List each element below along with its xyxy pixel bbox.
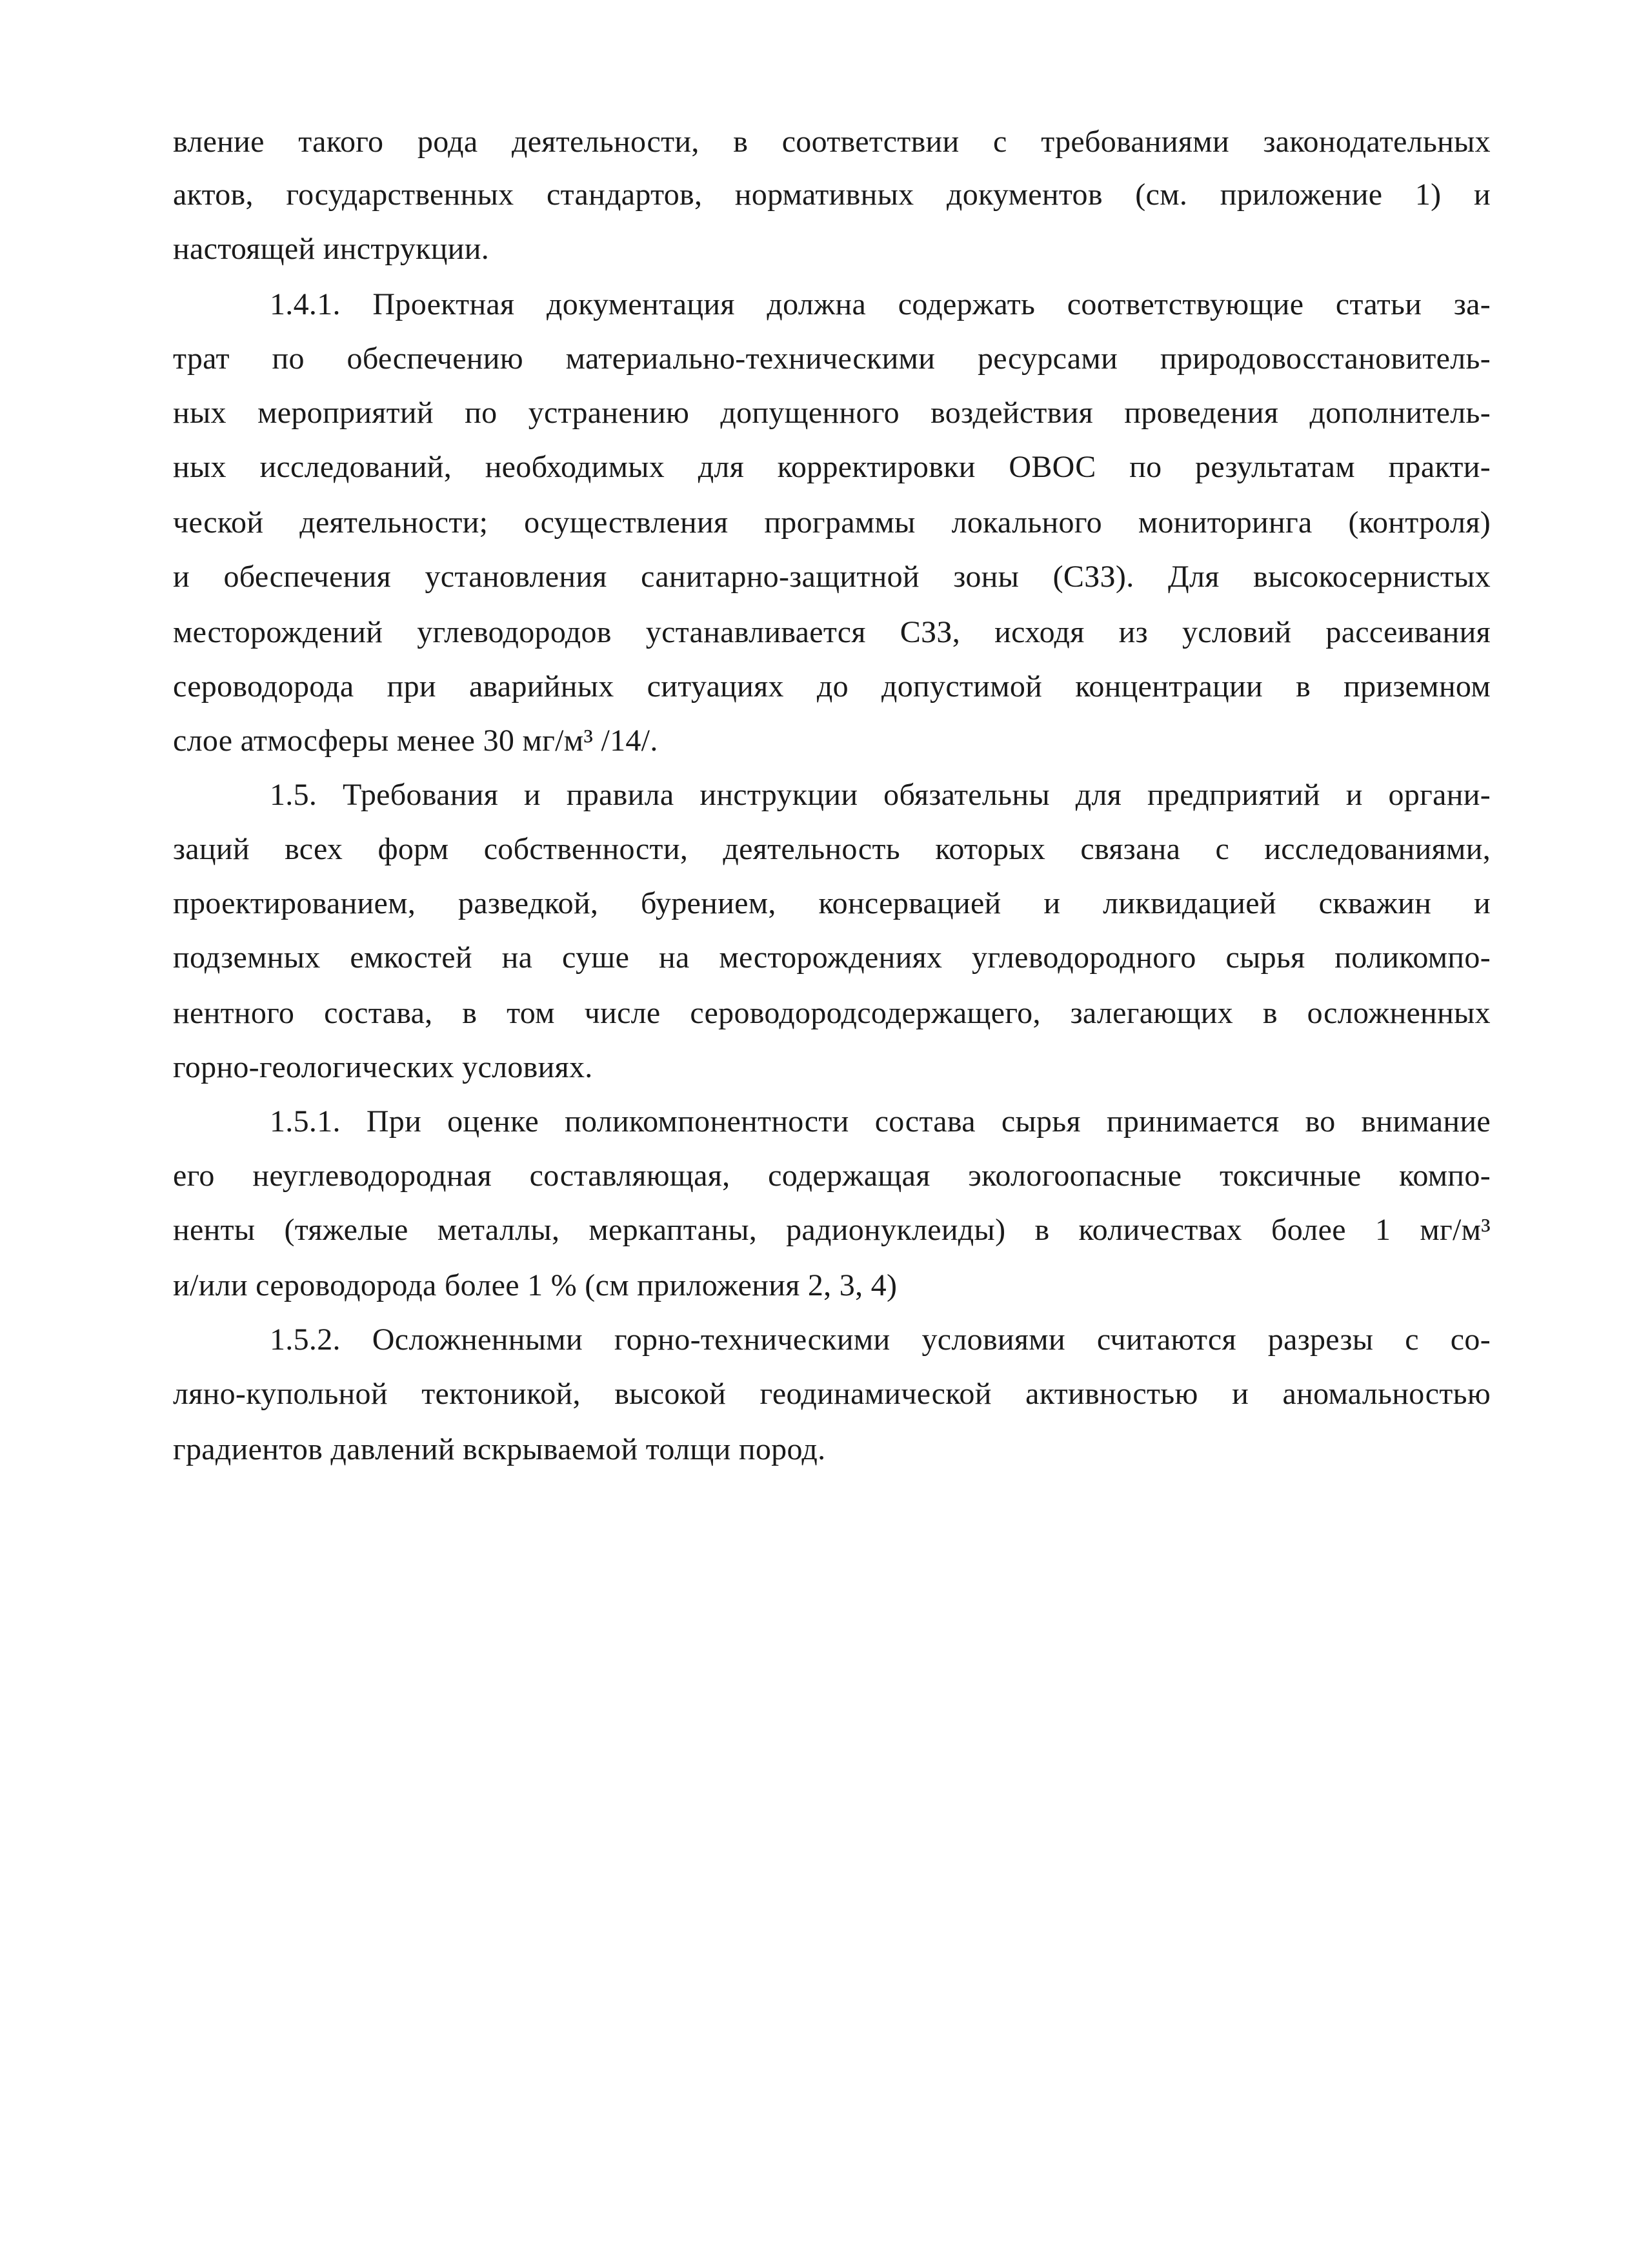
- paragraph-1-4-1-line-9: слое атмосферы менее 30 мг/м³ /14/.: [173, 724, 658, 758]
- paragraph-1-5-line-6: горно-геологических условиях.: [173, 1050, 593, 1084]
- paragraph-1-5-2-line-3: градиентов давлений вскрываемой толщи пород.: [173, 1432, 826, 1466]
- paragraph-1-4-1-line-7: месторождений углеводородов устанавливается СЗЗ, исходя из условий рассеивания: [173, 615, 1491, 649]
- paragraph-1-line-2: актов, государственных стандартов, нормативных документов (см. приложение 1) и: [173, 177, 1491, 212]
- paragraph-1-5-1-line-2: его неуглеводородная составляющая, содержащая экологоопасные токсичные компо-: [173, 1159, 1491, 1193]
- paragraph-1-4-1-line-3: ных мероприятий по устранению допущенного воздействия проведения дополнитель-: [173, 396, 1491, 430]
- paragraph-1-4-1-line-8: сероводорода при аварийных ситуациях до допустимой концентрации в приземном: [173, 669, 1491, 704]
- paragraph-1-4-1-line-4: ных исследований, необходимых для корректировки ОВОС по результатам практи-: [173, 450, 1491, 484]
- paragraph-1-line-1: вление такого рода деятельности, в соответствии с требованиями законодательных: [173, 125, 1491, 159]
- paragraph-1-5-line-2: заций всех форм собственности, деятельность которых связана с исследованиями,: [173, 832, 1491, 866]
- paragraph-1-5-line-3: проектированием, разведкой, бурением, консервацией и ликвидацией скважин и: [173, 886, 1491, 920]
- paragraph-1-line-3: настоящей инструкции.: [173, 232, 490, 266]
- paragraph-1-5-2-line-1: 1.5.2. Осложненными горно-техническими условиями считаются разрезы с со-: [270, 1322, 1491, 1357]
- paragraph-1-5-1-line-1: 1.5.1. При оценке поликомпонентности состава сырья принимается во внимание: [270, 1104, 1491, 1139]
- paragraph-1-4-1-line-6: и обеспечения установления санитарно-защитной зоны (СЗЗ). Для высокосернистых: [173, 560, 1491, 594]
- paragraph-1-4-1-line-2: трат по обеспечению материально-техническими ресурсами природовосстановитель-: [173, 341, 1491, 376]
- paragraph-1-5-line-4: подземных емкостей на суше на месторождениях углеводородного сырья поликомпо-: [173, 940, 1491, 975]
- paragraph-1-5-1-line-4: и/или сероводорода более 1 % (см приложения 2, 3, 4): [173, 1268, 898, 1302]
- paragraph-1-5-1-line-3: ненты (тяжелые металлы, меркаптаны, радионуклеиды) в количествах более 1 мг/м³: [173, 1213, 1491, 1247]
- paragraph-1-4-1-line-5: ческой деятельности; осуществления программы локального мониторинга (контроля): [173, 505, 1491, 540]
- paragraph-1-5-2-line-2: ляно-купольной тектоникой, высокой геодинамической активностью и аномальностью: [173, 1377, 1491, 1411]
- paragraph-1-4-1-line-1: 1.4.1. Проектная документация должна содержать соответствующие статьи за-: [270, 287, 1491, 321]
- paragraph-1-5-line-5: нентного состава, в том числе сероводородсодержащего, залегающих в осложненных: [173, 996, 1491, 1030]
- paragraph-1-5-line-1: 1.5. Требования и правила инструкции обязательны для предприятий и органи-: [270, 778, 1491, 812]
